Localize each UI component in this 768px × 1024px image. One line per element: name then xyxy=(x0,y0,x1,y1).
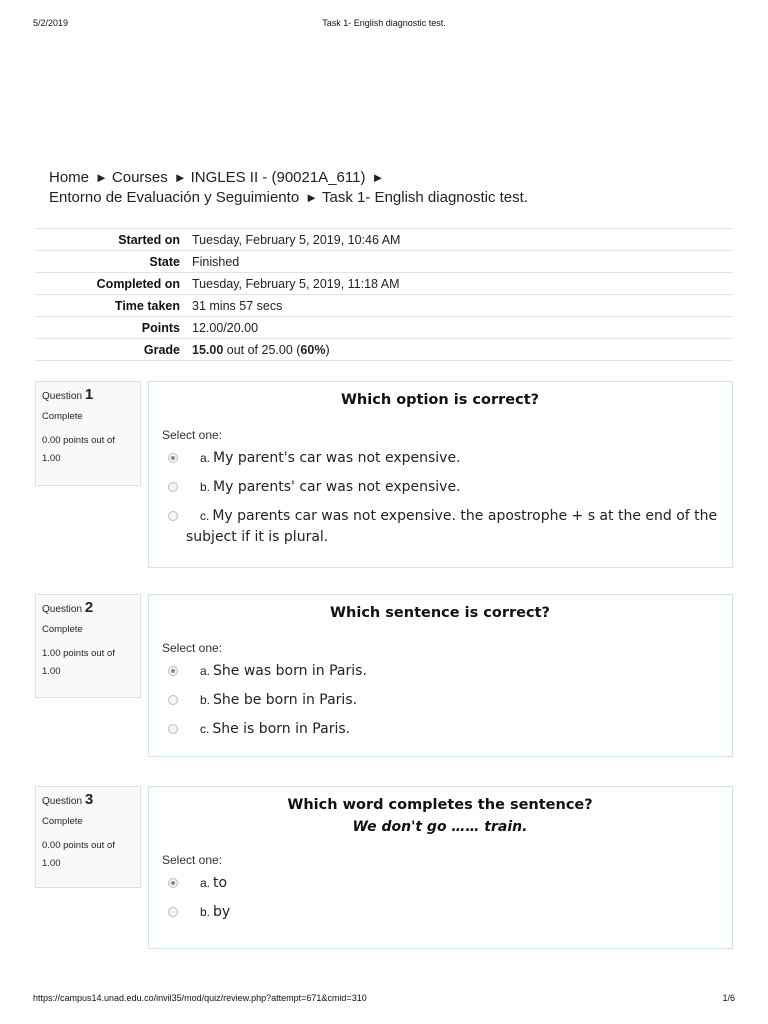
print-page-number: 1/6 xyxy=(722,993,735,1003)
answer-option-b[interactable] xyxy=(162,690,718,711)
question-content xyxy=(148,381,733,568)
question-grade: 0.00 points out of 1.00 xyxy=(42,840,115,869)
summary-value: 31 mins 57 secs xyxy=(192,298,283,313)
question-content xyxy=(148,786,733,949)
select-one-prompt: Select one: xyxy=(162,641,223,655)
answer-letter: c. xyxy=(200,509,210,523)
question-number-value: 3 xyxy=(84,791,94,808)
question-text: Which sentence is correct? xyxy=(330,605,550,621)
radio-button[interactable] xyxy=(168,511,178,521)
question-number-value: 2 xyxy=(84,599,94,616)
radio-button[interactable] xyxy=(168,878,178,888)
summary-value: Tuesday, February 5, 2019, 11:18 AM xyxy=(192,276,400,291)
answer-option-c[interactable] xyxy=(162,506,718,548)
answer-text: She be born in Paris. xyxy=(213,692,358,708)
radio-button[interactable] xyxy=(168,482,178,492)
grade-mid: out of 25.00 ( xyxy=(223,342,301,357)
radio-button[interactable] xyxy=(168,907,178,917)
answer-text: My parent's car was not expensive. xyxy=(213,450,461,466)
summary-label: Time taken xyxy=(114,298,180,313)
question-number xyxy=(42,791,134,808)
grade-value: 15.00 xyxy=(192,342,224,357)
answer-text: She was born in Paris. xyxy=(213,663,367,679)
question-content xyxy=(148,594,733,757)
answer-option-a[interactable] xyxy=(162,448,718,469)
grade-percent: 60% xyxy=(300,342,326,357)
summary-row-state xyxy=(35,251,733,273)
summary-row-grade xyxy=(35,339,733,361)
breadcrumb-separator-icon: ► xyxy=(371,170,385,185)
question-grade: 1.00 points out of 1.00 xyxy=(42,648,115,677)
radio-button[interactable] xyxy=(168,724,178,734)
answer-option-a[interactable] xyxy=(162,661,718,682)
question-label: Question xyxy=(42,796,83,807)
breadcrumb-home[interactable]: Home xyxy=(49,169,90,186)
answer-text: by xyxy=(213,904,231,920)
summary-label: Started on xyxy=(118,232,180,247)
summary-value: Tuesday, February 5, 2019, 10:46 AM xyxy=(192,232,401,247)
question-label: Question xyxy=(42,391,83,402)
radio-button[interactable] xyxy=(168,695,178,705)
answer-text: My parents' car was not expensive. xyxy=(213,479,461,495)
breadcrumb-separator-icon: ► xyxy=(173,170,187,185)
summary-label: State xyxy=(149,254,180,269)
breadcrumb-courses[interactable]: Courses xyxy=(111,169,168,186)
print-title: Task 1- English diagnostic test. xyxy=(322,18,446,28)
breadcrumb xyxy=(49,168,729,208)
radio-button[interactable] xyxy=(168,666,178,676)
select-one-prompt: Select one: xyxy=(162,428,223,442)
answer-letter: a. xyxy=(200,876,211,890)
question-number xyxy=(42,386,134,403)
question-text: Which word completes the sentence? xyxy=(287,797,593,813)
question-number-value: 1 xyxy=(84,386,94,403)
breadcrumb-course[interactable]: INGLES II - (90021A_611) xyxy=(190,169,366,186)
answer-text: to xyxy=(213,875,228,891)
answer-letter: a. xyxy=(200,664,211,678)
print-date: 5/2/2019 xyxy=(33,18,69,28)
answer-letter: c. xyxy=(200,722,210,736)
breadcrumb-section[interactable]: Entorno de Evaluación y Seguimiento xyxy=(49,189,300,206)
answer-option-b[interactable] xyxy=(162,477,718,498)
summary-row-time xyxy=(35,295,733,317)
summary-value: 12.00/20.00 xyxy=(192,320,259,335)
question-number xyxy=(42,599,134,616)
question-state: Complete xyxy=(42,816,83,827)
answer-letter: b. xyxy=(200,480,211,494)
question-info xyxy=(35,381,141,486)
summary-value: Finished xyxy=(192,254,240,269)
question-grade: 0.00 points out of 1.00 xyxy=(42,435,115,464)
summary-row-started xyxy=(35,229,733,251)
question-info xyxy=(35,594,141,698)
answer-letter: b. xyxy=(200,905,211,919)
radio-button[interactable] xyxy=(168,453,178,463)
breadcrumb-quiz[interactable]: Task 1- English diagnostic test. xyxy=(322,189,528,206)
answer-letter: a. xyxy=(200,451,211,465)
summary-row-completed xyxy=(35,273,733,295)
summary-value xyxy=(186,339,733,361)
breadcrumb-separator-icon: ► xyxy=(95,170,108,185)
breadcrumb-separator-icon: ► xyxy=(305,190,319,205)
answer-option-a[interactable] xyxy=(162,873,718,894)
question-state: Complete xyxy=(42,411,83,422)
answer-text: She is born in Paris. xyxy=(212,721,351,737)
summary-label: Points xyxy=(141,320,180,335)
attempt-summary-table xyxy=(35,228,733,361)
question-text: Which option is correct? xyxy=(340,392,540,408)
answer-text: My parents car was not expensive. the apostrophe + s at the end of the subject if it is plural. xyxy=(186,508,718,545)
answer-option-b[interactable] xyxy=(162,902,718,923)
question-label: Question xyxy=(42,604,83,615)
answer-letter: b. xyxy=(200,693,211,707)
answer-option-c[interactable] xyxy=(162,719,718,740)
summary-row-points xyxy=(35,317,733,339)
grade-end: ) xyxy=(325,342,330,357)
summary-label: Completed on xyxy=(96,276,180,291)
question-state: Complete xyxy=(42,624,83,635)
print-url: https://campus14.unad.edu.co/invil35/mod/quiz/review.php?attempt=671&cmid=310 xyxy=(33,993,367,1003)
summary-label: Grade xyxy=(143,342,180,357)
question-subtext: We don't go …… train. xyxy=(352,819,528,835)
select-one-prompt: Select one: xyxy=(162,853,223,867)
question-info xyxy=(35,786,141,888)
